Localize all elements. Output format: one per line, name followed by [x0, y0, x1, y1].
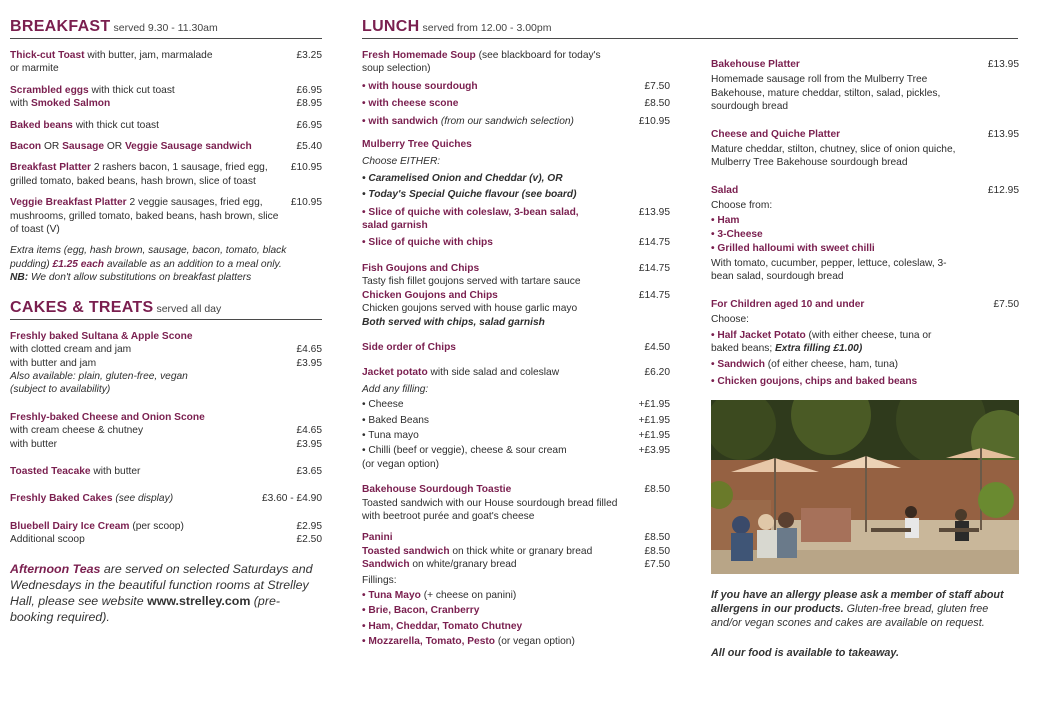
item-jacket [362, 366, 670, 471]
quiche-option1: • Slice of quiche with coleslaw, 3-bean salad, salad garnish [362, 206, 579, 232]
scone-availability: (subject to availability) [10, 384, 111, 396]
eggs-name: Scrambled eggs [10, 84, 89, 96]
platter-price: £10.95 [290, 162, 322, 174]
lunch-column [362, 18, 670, 649]
cheese-scone-price2: £3.95 [296, 438, 322, 450]
jacket-filling-price: +£1.95 [638, 399, 670, 411]
scone-also: Also available: plain, gluten-free, vegan [10, 370, 188, 382]
salad-price: £12.95 [987, 184, 1019, 196]
filling-name: • Tuna Mayo [362, 590, 421, 601]
item-eggs [10, 84, 322, 111]
quiche-choice2: • Today's Special Quiche flavour (see board) [362, 189, 577, 201]
salad-option: • 3-Cheese [711, 229, 763, 241]
afternoon-lead: Afternoon Teas [10, 561, 101, 576]
scone-option1: with clotted cream and jam [10, 344, 132, 356]
item-veggie-platter [10, 196, 322, 236]
item-bakehouse-platter [711, 58, 1019, 114]
cakes-header [10, 299, 322, 320]
afternoon-text: are served on selected Saturdays and Wednesdays in the beautiful function rooms at Strelley Hall, please see website [10, 561, 313, 608]
soup-option3-note: (from our sandwich selection) [438, 115, 574, 127]
teacake-name: Toasted Teacake [10, 465, 91, 477]
salad-option: • Ham [711, 214, 740, 226]
ice-cream-desc: (per scoop) [129, 520, 184, 532]
children-option2-desc: (of either cheese, ham, tuna) [764, 359, 899, 371]
toastie-desc: Toasted sandwich with our House sourdough bread filled with beetroot purée and goat's cheese [362, 497, 618, 522]
allergy-text: Gluten-free bread, gluten free and/or vegan scones and cakes are available on request. [711, 603, 989, 630]
beans-price: £6.95 [296, 119, 322, 131]
item-baked-cakes [10, 492, 322, 505]
sandwich-price: £5.40 [296, 141, 322, 153]
cheese-scone-price1: £4.65 [296, 425, 322, 437]
filling-name: • Ham, Cheddar, Tomato Chutney [362, 620, 523, 632]
platter-desc: 2 rashers bacon, 1 sausage, fried egg, grilled tomato, baked beans, hash brown, slice of toast [10, 162, 268, 187]
item-soup [362, 49, 670, 128]
toast-price: £3.25 [296, 50, 322, 61]
item-children [711, 298, 1019, 388]
veggie-platter-desc: 2 veggie sausages, fried egg, mushrooms, grilled tomato, baked beans, hash brown, slice of toast (V) [10, 197, 279, 236]
children-option2: • Sandwich [711, 359, 765, 371]
sandwich-sausage: Sausage [62, 141, 104, 153]
soup-option2: • with cheese scone [362, 98, 459, 110]
fish-desc: Tasty fish fillet goujons served with tartare sauce [362, 276, 581, 288]
salad-desc: With tomato, cucumber, pepper, lettuce, coleslaw, 3-bean salad, sourdough bread [711, 257, 947, 283]
extra-lead: Extra items [10, 245, 61, 257]
quiche-name: Mulberry Tree Quiches [362, 139, 472, 151]
lunch-header [362, 18, 1018, 39]
fish-price: £14.75 [638, 262, 670, 274]
sandwich-veggie: Veggie Sausage sandwich [124, 141, 252, 153]
sandwich-desc: on white/granary bread [409, 559, 517, 571]
item-fish [362, 262, 670, 289]
sandwich-bacon: Bacon [10, 141, 42, 153]
item-cheese-quiche-platter [711, 128, 1019, 170]
toasted-price: £8.50 [644, 545, 670, 557]
jacket-filling: • Tuna mayo [362, 429, 419, 441]
item-cheese-scone [10, 411, 322, 451]
item-quiche [362, 138, 670, 250]
baked-cakes-name: Freshly Baked Cakes [10, 493, 113, 505]
children-name: For Children aged 10 and under [711, 298, 865, 310]
cheese-quiche-desc: Mature cheddar, stilton, chutney, slice of onion quiche, Mulberry Tree Bakehouse sourdough bread [711, 144, 956, 169]
item-teacake [10, 465, 322, 478]
nb-note [10, 271, 322, 284]
jacket-filling: • Chilli (beef or veggie), cheese & sour cream (or vegan option) [362, 445, 567, 470]
chicken-name: Chicken Goujons and Chips [362, 289, 498, 301]
toastie-name: Bakehouse Sourdough Toastie [362, 484, 512, 496]
breakfast-served: served 9.30 - 11.30am [113, 22, 218, 34]
scone-option2: with butter and jam [10, 357, 97, 369]
toastie-price: £8.50 [644, 484, 670, 496]
chicken-both: Both served with chips, salad garnish [362, 316, 545, 328]
baked-cakes-desc: (see display) [112, 493, 174, 505]
children-option1-extra: Extra filling £1.00) [775, 342, 863, 354]
quiche-choose: Choose EITHER: [362, 156, 441, 168]
allergy-bold: If you have an allergy please ask a member of staff about allergens in our products. [711, 589, 1004, 616]
bakehouse-name: Bakehouse Platter [711, 59, 800, 70]
cheese-quiche-price: £13.95 [987, 128, 1019, 140]
filling-note: (+ cheese on panini) [420, 590, 517, 601]
children-option1: • Half Jacket Potato [711, 329, 806, 341]
item-salad [711, 184, 1019, 284]
item-chicken [362, 289, 670, 329]
extra-tail: available as an addition to a meal only. [104, 258, 282, 270]
item-chips [362, 341, 670, 354]
jacket-name: Jacket potato [362, 367, 428, 379]
beans-name: Baked beans [10, 119, 73, 131]
extra-text: (egg, hash brown, sausage, bacon, tomato, black pudding) [10, 245, 287, 270]
soup-price1: £7.50 [644, 80, 670, 92]
website-link[interactable]: www.strelley.com [147, 593, 251, 608]
toasted-desc: on thick white or granary bread [449, 545, 593, 557]
children-option3: • Chicken goujons, chips and baked beans [711, 375, 918, 387]
nb-text: We don't allow substitutions on breakfast platters [28, 272, 252, 284]
bakehouse-price: £13.95 [987, 59, 1019, 70]
baked-cakes-price: £3.60 - £4.90 [261, 493, 322, 505]
cakes-served: served all day [156, 302, 222, 315]
item-toastie [362, 483, 670, 523]
platters-column [711, 58, 1019, 660]
scone-price2: £3.95 [296, 357, 322, 369]
lunch-served: served from 12.00 - 3.00pm [422, 22, 552, 34]
beans-desc: with thick cut toast [72, 119, 159, 131]
chips-price: £4.50 [644, 341, 670, 353]
quiche-price2: £14.75 [638, 237, 670, 249]
ice-cream-extra-price: £2.50 [296, 534, 322, 546]
eggs-salmon: Smoked Salmon [30, 98, 111, 110]
item-beans [10, 119, 322, 132]
item-ice-cream [10, 520, 322, 547]
soup-price3: £10.95 [638, 115, 670, 127]
extra-items [10, 244, 322, 271]
afternoon-tail: (pre-booking required). [10, 593, 280, 624]
filling-note: (or vegan option) [495, 636, 575, 648]
cheese-scone-option2: with butter [10, 438, 57, 450]
eggs-with: with [10, 98, 31, 110]
nb-lead: NB: [10, 272, 29, 284]
children-choose: Choose: [711, 314, 749, 326]
soup-desc: (see blackboard for today's soup selection) [362, 50, 601, 75]
teacake-price: £3.65 [296, 465, 322, 477]
jacket-filling-price: +£1.95 [638, 429, 670, 441]
item-scone [10, 330, 322, 397]
veggie-platter-name: Veggie Breakfast Platter [10, 197, 127, 209]
quiche-option2: • Slice of quiche with chips [362, 237, 493, 249]
eggs-desc: with thick cut toast [88, 84, 175, 96]
cakes-title: CAKES & TREATS [10, 298, 154, 316]
jacket-desc: with side salad and coleslaw [427, 367, 560, 379]
eggs-salmon-price: £8.95 [296, 98, 322, 110]
sandwich-name: Sandwich [362, 559, 410, 571]
teacake-desc: with butter [90, 465, 141, 477]
ice-cream-extra: Additional scoop [10, 534, 85, 546]
jacket-add: Add any filling: [362, 383, 429, 395]
chicken-desc: Chicken goujons served with house garlic mayo [362, 303, 578, 315]
breakfast-title: BREAKFAST [10, 18, 111, 35]
item-panini [362, 531, 670, 648]
platter-name: Breakfast Platter [10, 162, 91, 174]
soup-option3: • with sandwich [362, 115, 439, 127]
salad-choose: Choose from: [711, 200, 773, 212]
quiche-choice1: • Caramelised Onion and Cheddar (v), OR [362, 172, 563, 184]
toast-name: Thick-cut Toast [10, 50, 85, 61]
chips-name: Side order of Chips [362, 341, 456, 353]
eggs-price: £6.95 [296, 84, 322, 96]
breakfast-header [10, 18, 322, 39]
item-sandwich [10, 140, 322, 153]
sandwich-price: £7.50 [644, 559, 670, 571]
allergy-notice [711, 588, 1019, 630]
toast-desc2: or marmite [10, 63, 59, 75]
quiche-price1: £13.95 [638, 206, 670, 218]
fillings-label: Fillings: [362, 574, 397, 586]
jacket-price: £6.20 [644, 367, 670, 379]
chicken-price: £14.75 [638, 289, 670, 301]
jacket-filling-price: +£3.95 [638, 445, 670, 457]
cheese-scone-option1: with cream cheese & chutney [10, 425, 144, 437]
children-price: £7.50 [993, 298, 1019, 310]
soup-price2: £8.50 [644, 98, 670, 110]
panini-price: £8.50 [644, 532, 670, 544]
ice-cream-price: £2.95 [296, 520, 322, 532]
jacket-filling-price: +£1.95 [638, 414, 670, 426]
scone-price1: £4.65 [296, 344, 322, 356]
salad-option: • Grilled halloumi with sweet chilli [711, 243, 875, 255]
lunch-title: LUNCH [362, 18, 420, 35]
jacket-filling: • Baked Beans [362, 414, 429, 426]
panini-name: Panini [362, 532, 393, 544]
soup-name: Fresh Homemade Soup [362, 50, 476, 61]
courtyard-photo [711, 400, 1019, 574]
breakfast-column [10, 18, 322, 625]
jacket-filling: • Cheese [362, 399, 404, 411]
salad-name: Salad [711, 184, 739, 196]
veggie-platter-price: £10.95 [290, 197, 322, 209]
bakehouse-desc: Homemade sausage roll from the Mulberry Tree Bakehouse, mature cheddar, stilton, salad, pickles, sourdough bread [711, 74, 941, 113]
extra-price: £1.25 each [52, 258, 105, 270]
scone-name: Freshly baked Sultana & Apple Scone [10, 330, 193, 342]
cheese-quiche-name: Cheese and Quiche Platter [711, 128, 841, 140]
soup-option1: • with house sourdough [362, 80, 478, 92]
toast-desc: with butter, jam, marmalade [84, 50, 213, 61]
toasted-name: Toasted sandwich [362, 545, 450, 557]
filling-name: • Brie, Bacon, Cranberry [362, 605, 480, 617]
fish-name: Fish Goujons and Chips [362, 262, 480, 274]
cheese-scone-name: Freshly-baked Cheese and Onion Scone [10, 411, 205, 423]
courtyard-photo-image [711, 400, 1019, 574]
item-breakfast-platter [10, 161, 322, 188]
item-toast [10, 49, 322, 76]
afternoon-teas [10, 561, 322, 625]
sandwich-or2: OR [104, 141, 125, 153]
ice-cream-name: Bluebell Dairy Ice Cream [10, 520, 130, 532]
sandwich-or1: OR [41, 141, 63, 153]
filling-name: • Mozzarella, Tomato, Pesto [362, 636, 496, 648]
children-option1-desc: (with either cheese, tuna or baked beans; [711, 329, 932, 354]
takeaway-notice: All our food is available to takeaway. [711, 647, 900, 660]
